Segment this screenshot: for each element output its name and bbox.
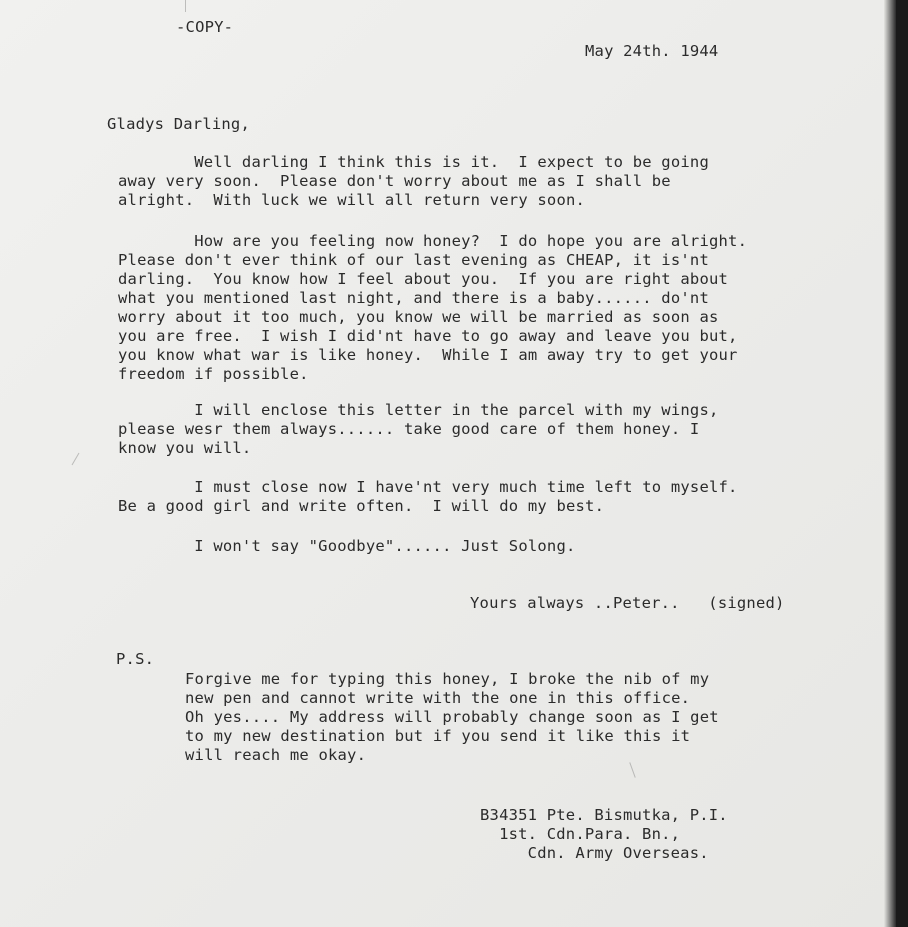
paragraph-2: How are you feeling now honey? I do hope you are alright. Please don't ever think of our last evening as CHEAP, it is'nt darling. You know how I feel about you. If you are right about what you mentioned last night, and there is a baby...... do'nt worry about it too much, you know we will be married as soon as you are free. I wish I did'nt have to go away and leave you but, you know what war is like honey. While I am away try to get your freedom if possible. bbox=[118, 232, 748, 383]
paragraph-5: I won't say "Goodbye"...... Just Solong. bbox=[118, 537, 576, 555]
closing-signature: Yours always ..Peter.. (signed) bbox=[470, 594, 785, 612]
paper-mark bbox=[185, 0, 186, 12]
ps-label: P.S. bbox=[116, 650, 155, 668]
address-line: 1st. Cdn.Para. Bn., bbox=[480, 825, 681, 843]
paragraph-3: I will enclose this letter in the parcel with my wings, please wesr them always...... take good care of them honey. I know you will. bbox=[118, 401, 719, 457]
address-line: B34351 Pte. Bismutka, P.I. bbox=[480, 806, 728, 824]
salutation: Gladys Darling, bbox=[107, 115, 250, 133]
paper-edge-shadow bbox=[884, 0, 896, 927]
paragraph-1: Well darling I think this is it. I expect to be going away very soon. Please don't worry about me as I shall be alright. With luck we will all return very soon. bbox=[118, 153, 709, 209]
paragraph-4: I must close now I have'nt very much time left to myself. Be a good girl and write often. I will do my best. bbox=[118, 478, 738, 515]
paper-mark bbox=[72, 453, 80, 466]
address-line: Cdn. Army Overseas. bbox=[480, 844, 709, 862]
ps-body: Forgive me for typing this honey, I broke the nib of my new pen and cannot write with the one in this office. Oh yes.... My address will probably change soon as I get to my new destination but if you send it like this it will reach me okay. bbox=[185, 670, 719, 764]
copy-mark: -COPY- bbox=[176, 18, 234, 36]
sender-address bbox=[480, 806, 728, 863]
letter-date: May 24th. 1944 bbox=[585, 42, 719, 60]
